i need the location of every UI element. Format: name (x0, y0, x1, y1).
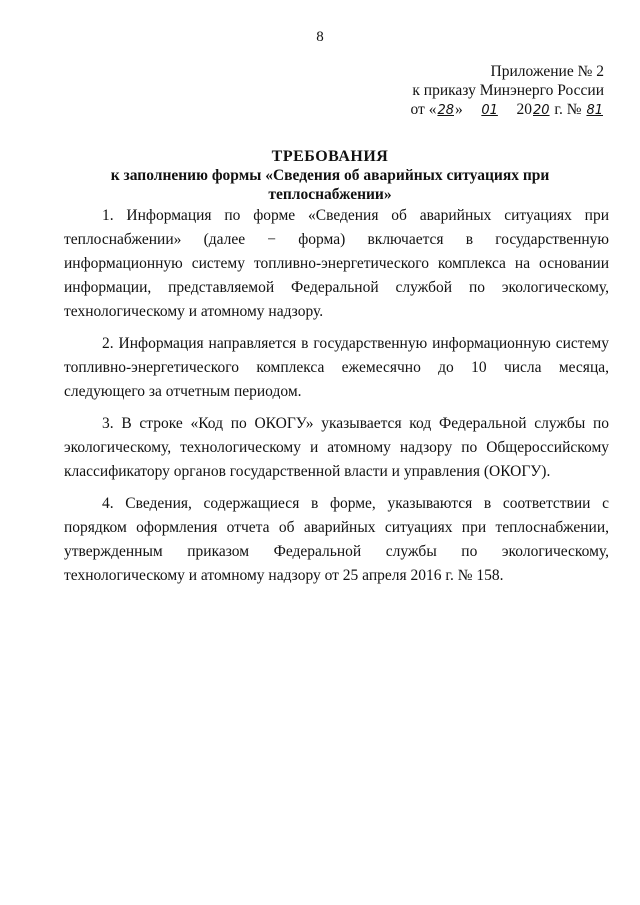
handwritten-order-number: 81 (586, 103, 603, 118)
handwritten-year: 20 (533, 103, 550, 118)
handwritten-month: 01 (481, 103, 498, 118)
document-body (64, 204, 609, 596)
appendix-title: Приложение № 2 (490, 63, 604, 80)
handwritten-day: 28 (437, 103, 454, 118)
year-prefix: 20 (516, 101, 532, 118)
page-number: 8 (316, 29, 324, 45)
appendix-order-ref: к приказу Минэнерго России (412, 82, 604, 99)
appendix-date-line (404, 100, 604, 120)
paragraph-1: 1. Информация по форме «Сведения об аварийных ситуациях при теплоснабжении» (далее − форма) включается в государственную информационную систему топливно-энергетического комплекса на основании информации, представляемой Федеральной службой по экологическому, технологическому и атомному надзору. (64, 207, 609, 320)
date-prefix: от « (410, 101, 437, 118)
title-main: ТРЕБОВАНИЯ (271, 148, 389, 165)
document-title (60, 147, 600, 204)
paragraph-3: 3. В строке «Код по ОКОГУ» указывается код Федеральной службы по экологическому, технологическому и атомному надзору по Общероссийскому классификатору органов государственной власти и управления (ОКОГУ). (64, 415, 609, 480)
appendix-header (404, 62, 604, 120)
paragraph-2: 2. Информация направляется в государственную информационную систему топливно-энергетического комплекса ежемесячно до 10 числа месяца, следующего за отчетным периодом. (64, 335, 609, 400)
date-day-close: » (455, 101, 463, 118)
title-sub: к заполнению формы «Сведения об аварийных ситуациях при теплоснабжении» (110, 167, 550, 203)
year-end: г. № (554, 101, 582, 118)
paragraph-4: 4. Сведения, содержащиеся в форме, указываются в соответствии с порядком оформления отчета об аварийных ситуациях при теплоснабжении, утвержденным приказом Федеральной службы по экологическому, технологическому и атомному надзору от 25 апреля 2016 г. № 158. (64, 495, 609, 584)
